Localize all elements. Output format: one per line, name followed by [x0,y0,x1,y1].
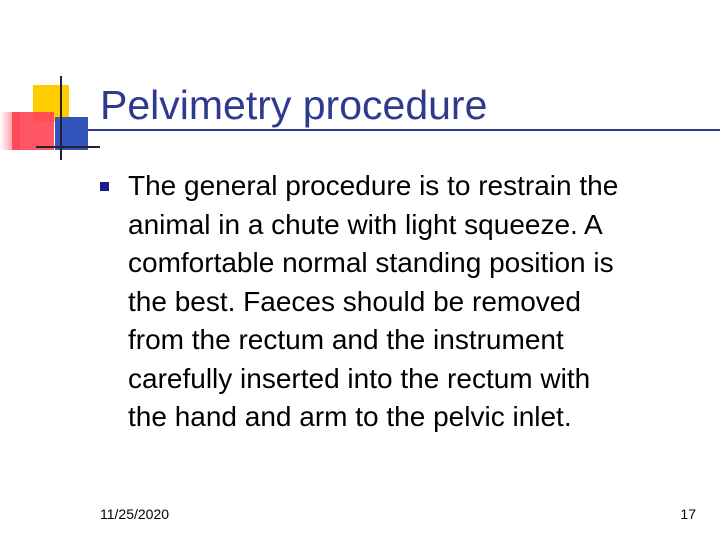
bullet-text: The general procedure is to restrain the animal in a chute with light squeeze. A comfortable normal standing position is the best. Faeces should be removed from the rectum and the instrument carefully inserted into the rectum with the hand and arm to the pelvic inlet. [128,170,619,432]
logo-horizontal-line [36,146,100,148]
page-number: 17 [680,506,696,522]
footer-date: 11/25/2020 [100,506,170,522]
slide-title: Pelvimetry procedure [100,82,488,128]
title-underline [88,129,720,131]
decorative-logo [0,0,100,170]
logo-red-square [12,112,54,150]
square-bullet-icon [100,182,109,191]
